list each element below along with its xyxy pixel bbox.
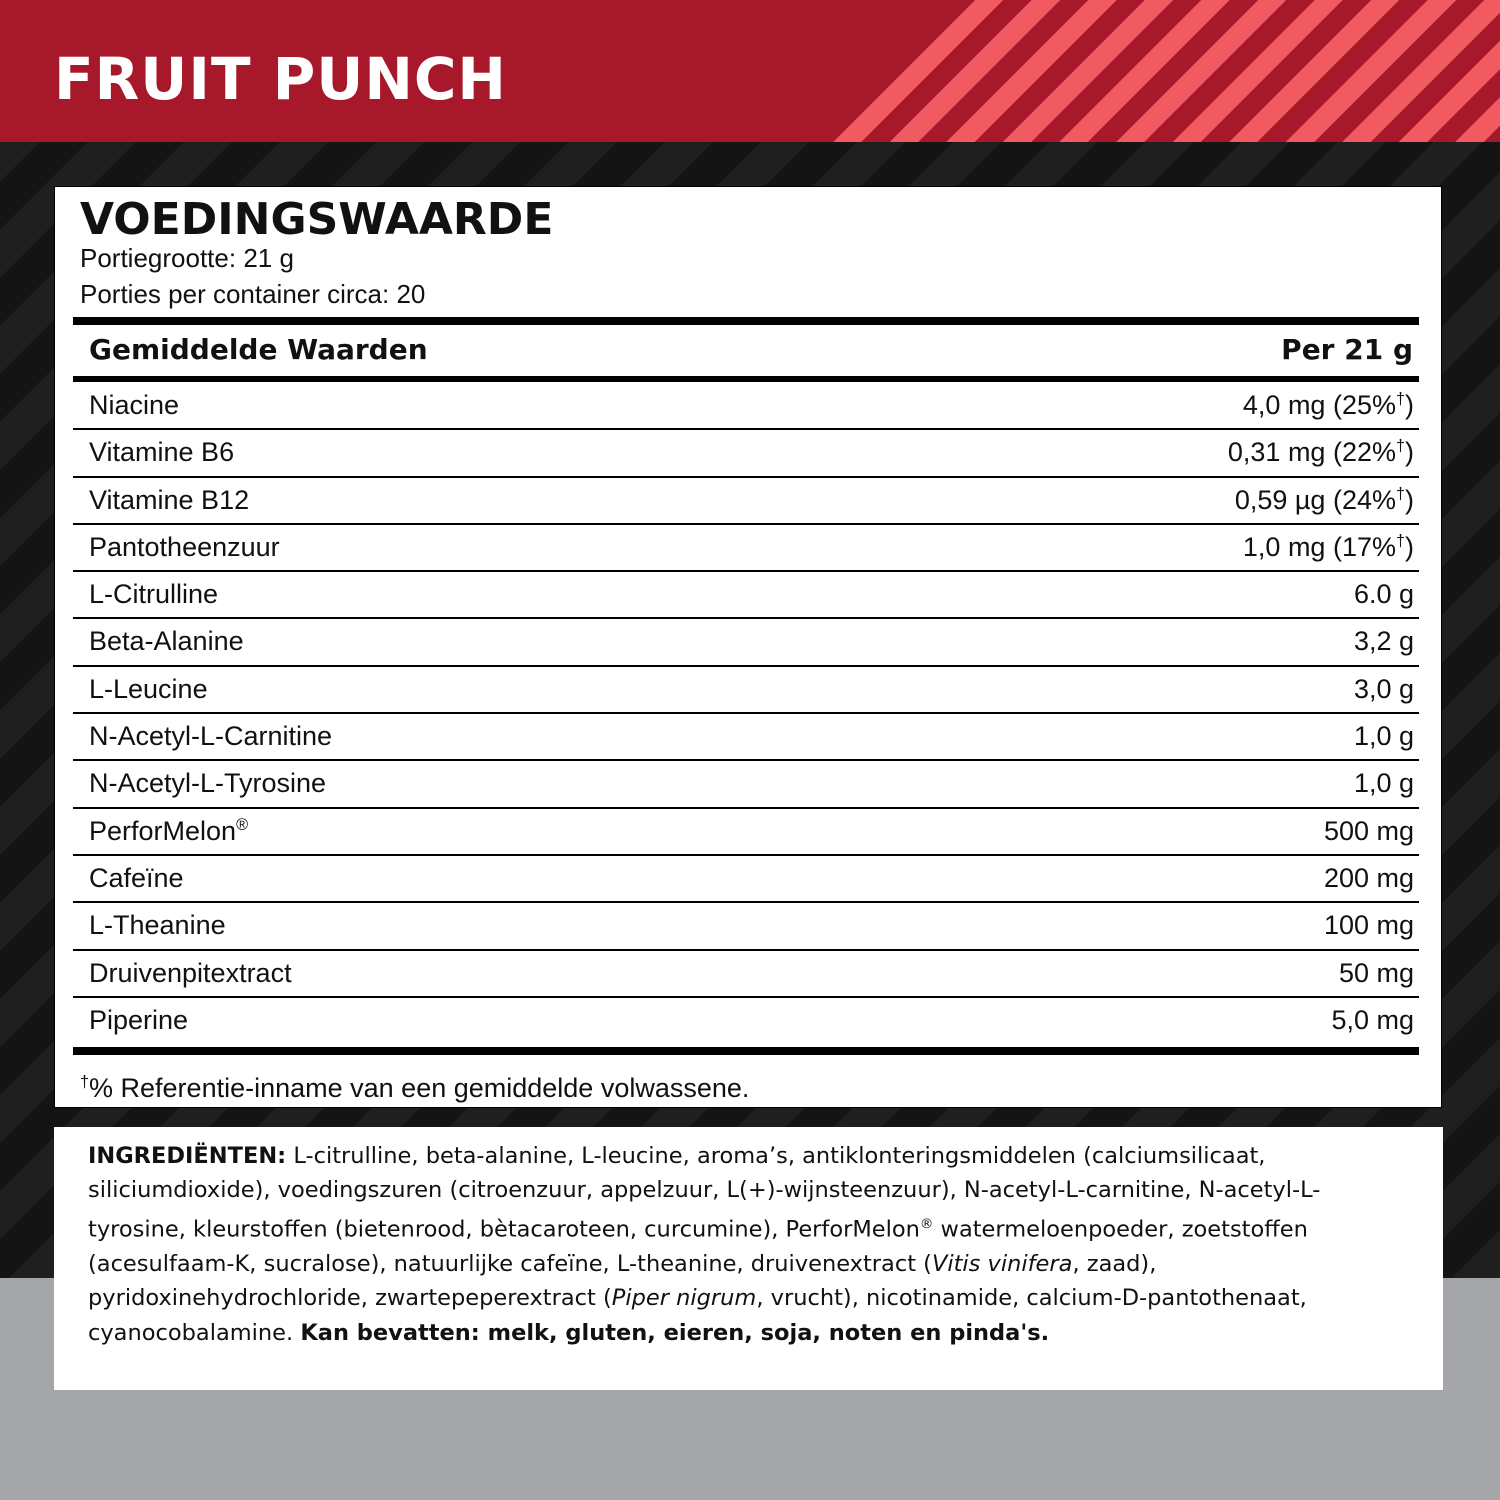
nutrition-title: VOEDINGSWAARDE — [80, 194, 554, 245]
latin-name-piper: Piper nigrum — [611, 1285, 757, 1312]
closing-paren: ) — [1405, 531, 1414, 562]
nutrient-value — [1228, 437, 1414, 468]
registered-mark: ® — [919, 1216, 934, 1233]
nutrient-value-text: 0,59 µg (24% — [1234, 484, 1396, 515]
nutrient-row — [73, 856, 1419, 903]
footnote-text: % Referentie-inname van een gemiddelde volwassene. — [89, 1073, 750, 1103]
nutrient-name — [89, 1005, 188, 1036]
nutrient-name-text: Cafeïne — [89, 862, 184, 893]
nutrient-name-text: Piperine — [89, 1004, 189, 1035]
nutrient-name-text: PerforMelon — [89, 815, 237, 846]
nutrient-value — [1331, 1005, 1414, 1036]
flavor-header — [0, 0, 1500, 142]
header-stripes — [812, 0, 1500, 142]
nutrient-name-text: Beta-Alanine — [89, 626, 244, 657]
nutrient-value-text: 200 mg — [1323, 862, 1414, 893]
ingredients-part-3: , zaad), pyridoxinehydrochloride, zwartepeperextract ( — [88, 1251, 1157, 1312]
nutrient-row — [73, 383, 1419, 430]
nutrient-row — [73, 478, 1419, 525]
nutrient-name-text: L-Leucine — [89, 673, 208, 704]
latin-name-vitis: Vitis vinifera — [931, 1251, 1073, 1278]
nutrient-name — [89, 390, 179, 421]
footnote-mark: † — [80, 1073, 90, 1091]
flavor-title: FRUIT PUNCH — [54, 45, 507, 113]
nutrient-row — [73, 619, 1419, 666]
nutrient-value-text: 3,0 g — [1353, 673, 1414, 704]
nutrient-name — [89, 958, 292, 989]
nutrient-name — [89, 816, 248, 847]
ingredients-part-2: watermeloenpoeder, zoetstoffen (acesulfaam-K, sucralose), natuurlijke cafeïne, L-theanine, druivenextract ( — [88, 1216, 1308, 1278]
nutrient-row — [73, 951, 1419, 998]
nutrient-value-text: 4,0 mg (25% — [1242, 390, 1396, 420]
nutrient-value-text: 1,0 mg (17% — [1242, 531, 1396, 562]
closing-paren: ) — [1405, 437, 1414, 468]
table-header — [89, 330, 1413, 370]
nutrient-value-text: 5,0 mg — [1331, 1004, 1414, 1035]
registered-mark: ® — [236, 815, 249, 834]
column-header-left: Gemiddelde Waarden — [89, 333, 428, 366]
nutrient-name — [89, 579, 218, 610]
nutrient-row — [73, 572, 1419, 619]
nutrient-name — [89, 437, 234, 468]
serving-size: Portiegrootte: 21 g — [80, 243, 294, 273]
nutrient-name — [89, 863, 184, 894]
header-rule — [73, 376, 1419, 382]
top-rule — [73, 317, 1419, 325]
nutrient-value-text: 1,0 g — [1353, 768, 1414, 799]
nutrient-name-text: Niacine — [89, 390, 180, 420]
nutrient-value — [1354, 674, 1414, 705]
nutrient-name-text: L-Theanine — [89, 910, 226, 941]
nutrient-row — [73, 761, 1419, 808]
nutrient-value — [1324, 910, 1414, 941]
nutrient-name — [89, 721, 332, 752]
nutrient-value-text: 6.0 g — [1353, 579, 1414, 610]
closing-paren: ) — [1405, 390, 1414, 420]
dagger-mark: † — [1395, 390, 1405, 408]
nutrient-name-text: Pantotheenzuur — [89, 531, 280, 562]
nutrient-value — [1235, 485, 1414, 516]
nutrient-row — [73, 430, 1419, 477]
nutrient-name — [89, 626, 244, 657]
footnote — [80, 1065, 749, 1105]
ingredients-part-1: L-citrulline, beta-alanine, L-leucine, aroma’s, antiklonteringsmiddelen (calciumsilicaat, siliciumdioxide), voedingszuren (citroenzuur, appelzuur, L(+)-wijnsteenzuur), N-acetyl-L-carnitine, N-acetyl-L-tyrosine, kleurstoffen (bietenrood, bètacaroteen, curcumine), PerforMelon — [88, 1143, 1321, 1243]
nutrient-name-text: N-Acetyl-L-Carnitine — [89, 721, 333, 752]
nutrient-value — [1324, 863, 1414, 894]
nutrient-value-text: 100 mg — [1323, 910, 1414, 941]
nutrient-row — [73, 998, 1419, 1045]
nutrient-name — [89, 674, 208, 705]
nutrient-name — [89, 485, 249, 516]
nutrient-value — [1243, 532, 1414, 563]
nutrient-row — [73, 714, 1419, 761]
ingredients-panel — [54, 1127, 1443, 1390]
column-header-right: Per 21 g — [1281, 333, 1413, 366]
nutrient-name — [89, 768, 326, 799]
nutrient-value — [1339, 958, 1414, 989]
nutrient-value-text: 1,0 g — [1353, 721, 1414, 752]
nutrient-name-text: Druivenpitextract — [89, 957, 292, 988]
nutrient-value — [1354, 626, 1414, 657]
nutrient-name — [89, 532, 280, 563]
nutrient-value — [1243, 390, 1414, 421]
nutrition-rows — [73, 383, 1419, 1045]
nutrient-value-text: 0,31 mg (22% — [1227, 437, 1396, 468]
nutrient-row — [73, 903, 1419, 950]
nutrient-value — [1354, 579, 1414, 610]
nutrient-name — [89, 910, 226, 941]
nutrient-name-text: Vitamine B6 — [89, 437, 235, 468]
nutrition-panel — [54, 186, 1442, 1108]
ingredients-label: INGREDIËNTEN: — [88, 1143, 287, 1169]
nutrient-name-text: N-Acetyl-L-Tyrosine — [89, 768, 327, 799]
nutrient-value — [1354, 768, 1414, 799]
nutrient-row — [73, 525, 1419, 572]
closing-paren: ) — [1405, 484, 1414, 515]
nutrient-name-text: Vitamine B12 — [89, 484, 250, 515]
dagger-mark: † — [1395, 531, 1405, 550]
nutrient-value-text: 500 mg — [1323, 815, 1414, 846]
allergen-statement: Kan bevatten: melk, gluten, eieren, soja, noten en pinda's. — [300, 1319, 1050, 1346]
nutrient-row — [73, 809, 1419, 856]
nutrient-value — [1324, 816, 1414, 847]
nutrient-name-text: L-Citrulline — [89, 579, 219, 610]
nutrient-value — [1354, 721, 1414, 752]
nutrient-row — [73, 667, 1419, 714]
bottom-rule — [73, 1047, 1419, 1055]
dagger-mark: † — [1395, 437, 1405, 456]
nutrient-value-text: 50 mg — [1338, 957, 1414, 988]
ingredients-part-4: , vrucht), nicotinamide, calcium-D-pantothenaat, cyanocobalamine. — [88, 1285, 1307, 1346]
servings-per-container: Porties per container circa: 20 — [80, 279, 426, 309]
nutrient-value-text: 3,2 g — [1353, 626, 1414, 657]
dagger-mark: † — [1395, 484, 1405, 503]
ingredients-text — [88, 1139, 1417, 1350]
